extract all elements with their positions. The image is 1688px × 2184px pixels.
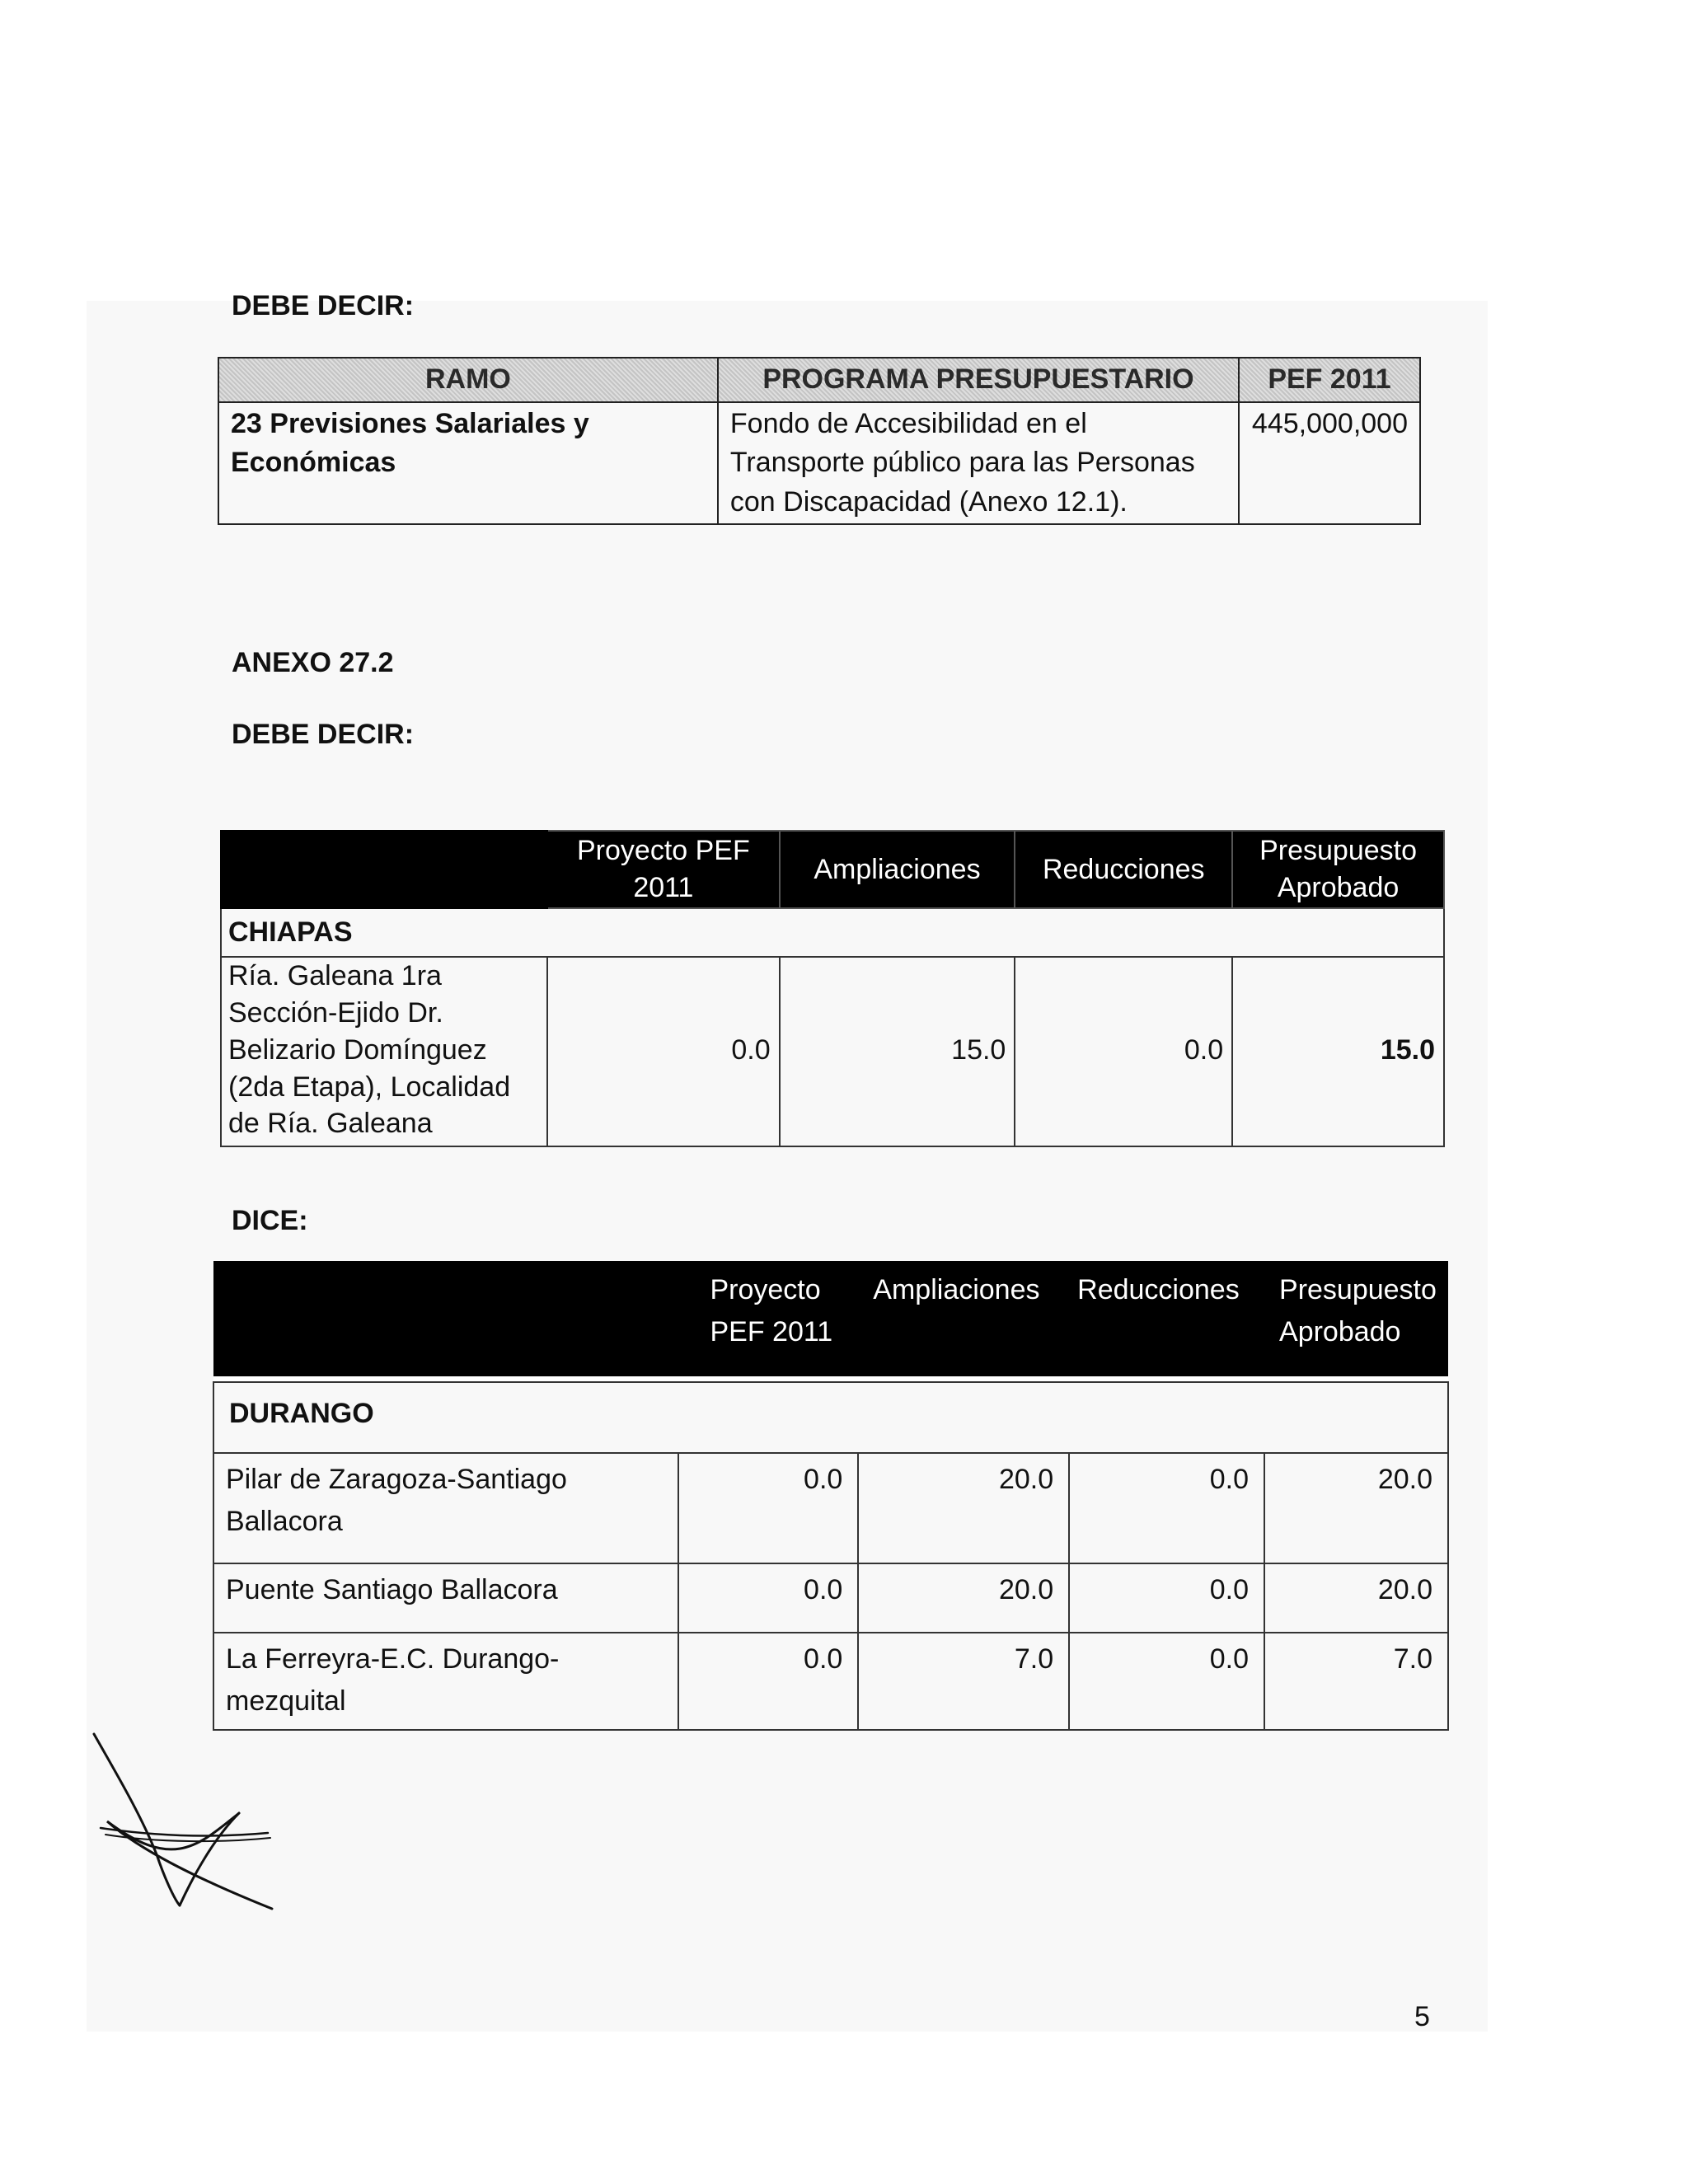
programa-cell: Fondo de Accesibilidad en el Transporte público para las Personas con Discapacidad (Anexo 12.1).: [718, 402, 1239, 525]
aprobado-value: 20.0: [1264, 1563, 1448, 1633]
durango-table-header: [213, 1261, 1448, 1376]
project-name: Puente Santiago Ballacora: [213, 1563, 678, 1633]
table-row: [213, 1453, 1448, 1563]
header-aprobado: Presupuesto Aprobado: [1264, 1261, 1448, 1376]
header-reducciones: Reducciones: [1015, 831, 1232, 908]
header-programa: PROGRAMA PRESUPUESTARIO: [718, 358, 1239, 402]
state-row: [221, 908, 1444, 957]
header-gap: [213, 1376, 1448, 1382]
section2-heading: DEBE DECIR:: [232, 719, 415, 750]
header-ramo: RAMO: [218, 358, 718, 402]
section1-heading: DEBE DECIR:: [232, 290, 415, 321]
reducciones-value: 0.0: [1015, 957, 1232, 1146]
table-row: [221, 957, 1444, 1146]
ramo-table-header: [218, 358, 1420, 402]
gap-cell: [213, 1376, 1448, 1382]
aprobado-value: 15.0: [1232, 957, 1444, 1146]
header-pef: PEF 2011: [1239, 358, 1420, 402]
table-row: [213, 1633, 1448, 1730]
header-ampliaciones: Ampliaciones: [858, 1261, 1069, 1376]
reducciones-value: 0.0: [1069, 1633, 1264, 1730]
durango-table: [213, 1261, 1449, 1731]
header-aprobado: Presupuesto Aprobado: [1232, 831, 1444, 908]
ramo-table: [218, 357, 1421, 525]
header-ampliaciones: Ampliaciones: [780, 831, 1015, 908]
proyecto-value: 0.0: [678, 1633, 858, 1730]
ampliaciones-value: 15.0: [780, 957, 1015, 1146]
project-name: Ría. Galeana 1ra Sección-Ejido Dr. Belizario Domínguez (2da Etapa), Localidad de Ría. Galeana: [221, 957, 547, 1146]
proyecto-value: 0.0: [547, 957, 779, 1146]
ramo-cell: 23 Previsiones Salariales y Económicas: [218, 402, 718, 525]
annex-title: ANEXO 27.2: [232, 647, 394, 678]
header-reducciones: Reducciones: [1069, 1261, 1264, 1376]
reducciones-value: 0.0: [1069, 1563, 1264, 1633]
project-name: La Ferreyra-E.C. Durango-mezquital: [213, 1633, 678, 1730]
scan-background: [87, 301, 1488, 2032]
pef-cell: 445,000,000: [1239, 402, 1420, 525]
header-blank: [221, 831, 547, 908]
table-row: [213, 1563, 1448, 1633]
ampliaciones-value: 7.0: [858, 1633, 1069, 1730]
table-row: [218, 402, 1420, 525]
header-proyecto: Proyecto PEF 2011: [547, 831, 779, 908]
handwritten-signature: [82, 1714, 297, 1912]
chiapas-table-header: [221, 831, 1444, 908]
page-number: 5: [1414, 2001, 1430, 2032]
chiapas-table: [220, 830, 1445, 1147]
proyecto-value: 0.0: [678, 1453, 858, 1563]
aprobado-value: 7.0: [1264, 1633, 1448, 1730]
project-name: Pilar de Zaragoza-Santiago Ballacora: [213, 1453, 678, 1563]
state-label: CHIAPAS: [221, 908, 1444, 957]
state-row: [213, 1382, 1448, 1453]
proyecto-value: 0.0: [678, 1563, 858, 1633]
aprobado-value: 20.0: [1264, 1453, 1448, 1563]
ampliaciones-value: 20.0: [858, 1453, 1069, 1563]
ampliaciones-value: 20.0: [858, 1563, 1069, 1633]
section3-heading: DICE:: [232, 1205, 308, 1236]
state-label: DURANGO: [213, 1382, 1448, 1453]
reducciones-value: 0.0: [1069, 1453, 1264, 1563]
header-blank: [213, 1261, 678, 1376]
header-proyecto: Proyecto PEF 2011: [678, 1261, 858, 1376]
